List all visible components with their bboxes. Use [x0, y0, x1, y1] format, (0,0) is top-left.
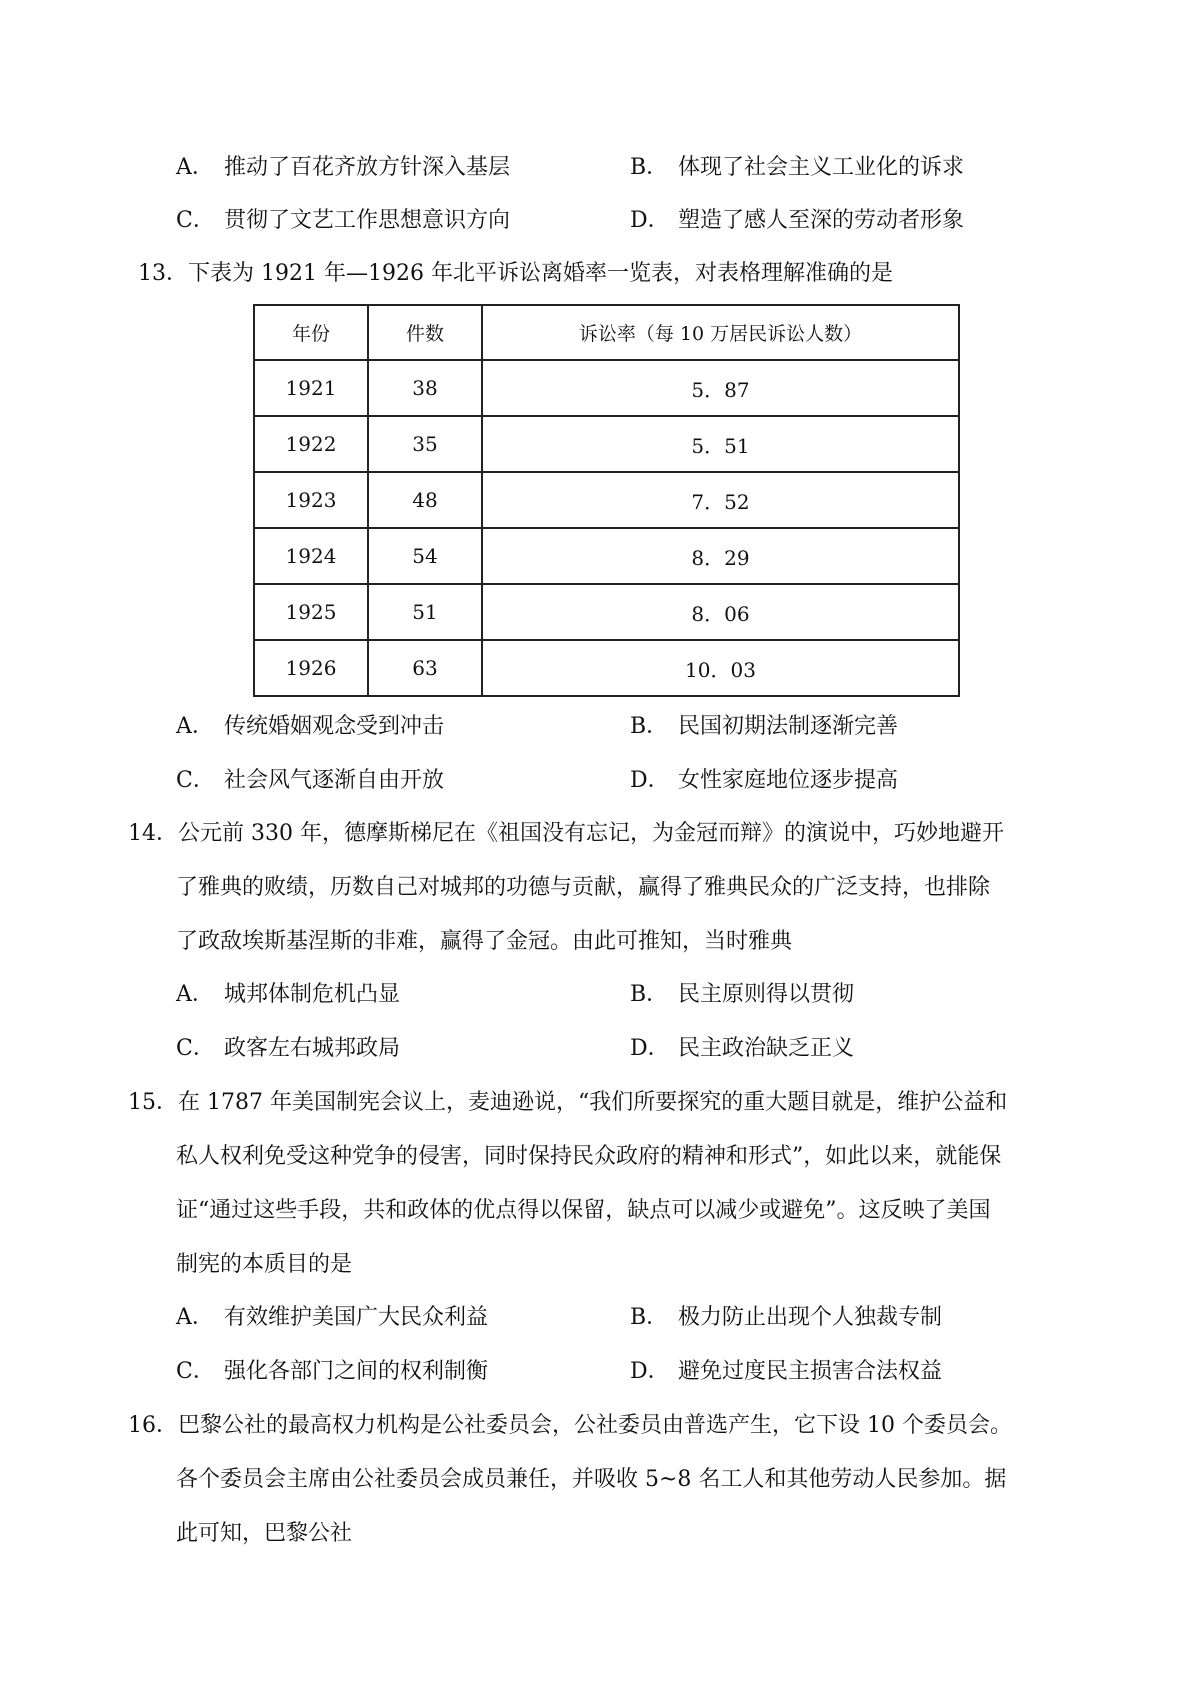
table-header-row [254, 305, 959, 360]
option-key: C． [176, 1359, 215, 1384]
cell-year: 1921 [254, 360, 368, 416]
column-header-rate: 诉讼率（每 10 万居民诉讼人数） [482, 305, 959, 360]
column-header-year: 年份 [254, 305, 368, 360]
option-key: B． [630, 714, 669, 739]
q15-option-c [176, 1357, 488, 1387]
question-text: 在 1787 年美国制宪会议上，麦迪逊说，“我们所要探究的重大题目就是，维护公益和 [178, 1090, 1008, 1115]
column-header-count: 件数 [368, 305, 482, 360]
q13-option-d [630, 766, 898, 796]
option-key: C． [176, 768, 215, 793]
cell-year: 1925 [254, 584, 368, 640]
option-text: 贯彻了文艺工作思想意识方向 [224, 208, 511, 233]
q15-option-d [630, 1357, 942, 1387]
question-text: 公元前 330 年，德摩斯梯尼在《祖国没有忘记，为金冠而辩》的演说中，巧妙地避开 [178, 821, 1004, 846]
q12-option-a [176, 153, 510, 183]
option-key: A． [176, 982, 214, 1007]
q12-option-d [630, 206, 964, 236]
table-row [254, 528, 959, 584]
question-number: 14． [128, 821, 178, 846]
q16-stem-line-1 [128, 1411, 1012, 1441]
option-key: B． [630, 1305, 669, 1330]
q15-stem-line-4: 制宪的本质目的是 [176, 1252, 353, 1277]
cell-count: 63 [368, 640, 482, 696]
question-number: 15． [128, 1090, 178, 1115]
option-key: D． [630, 1359, 670, 1384]
option-key: A． [176, 155, 214, 180]
option-text: 极力防止出现个人独裁专制 [678, 1305, 943, 1330]
q15-option-a [176, 1303, 488, 1333]
cell-count: 38 [368, 360, 482, 416]
cell-rate: 8．29 [482, 528, 959, 584]
cell-rate: 8．06 [482, 584, 959, 640]
question-text: 巴黎公社的最高权力机构是公社委员会，公社委员由普选产生，它下设 10 个委员会。 [178, 1413, 1012, 1438]
option-key: D． [630, 208, 670, 233]
q15-option-b [630, 1303, 942, 1333]
option-key: A． [176, 714, 214, 739]
option-key: A． [176, 1305, 214, 1330]
option-key: D． [630, 768, 670, 793]
option-key: B． [630, 155, 669, 180]
option-text: 强化各部门之间的权利制衡 [224, 1359, 489, 1384]
option-text: 有效维护美国广大民众利益 [224, 1305, 489, 1330]
option-text: 女性家庭地位逐步提高 [678, 768, 899, 793]
option-text: 避免过度民主损害合法权益 [678, 1359, 943, 1384]
table-row [254, 640, 959, 696]
option-text: 政客左右城邦政局 [224, 1036, 401, 1061]
option-text: 塑造了感人至深的劳动者形象 [678, 208, 965, 233]
q15-stem-line-2: 私人权利免受这种党争的侵害，同时保持民众政府的精神和形式”，如此以来，就能保 [176, 1144, 1002, 1169]
option-text: 民国初期法制逐渐完善 [678, 714, 899, 739]
q13-stem [138, 259, 893, 289]
q12-option-c [176, 206, 510, 236]
cell-year: 1923 [254, 472, 368, 528]
cell-count: 54 [368, 528, 482, 584]
q15-stem-line-3: 证“通过这些手段，共和政体的优点得以保留，缺点可以减少或避免”。这反映了美国 [176, 1198, 991, 1223]
cell-rate: 5．87 [482, 360, 959, 416]
q16-stem-line-3: 此可知，巴黎公社 [176, 1521, 353, 1546]
q16-stem-line-2: 各个委员会主席由公社委员会成员兼任，并吸收 5~8 名工人和其他劳动人民参加。据 [176, 1467, 1007, 1492]
option-text: 城邦体制危机凸显 [224, 982, 401, 1007]
option-key: B． [630, 982, 669, 1007]
question-text: 下表为 1921 年—1926 年北平诉讼离婚率一览表，对表格理解准确的是 [188, 261, 893, 286]
question-number: 16． [128, 1413, 178, 1438]
cell-year: 1926 [254, 640, 368, 696]
q14-option-d [630, 1034, 854, 1064]
q15-stem-line-1 [128, 1088, 1007, 1118]
cell-count: 48 [368, 472, 482, 528]
question-number: 13． [138, 261, 188, 286]
option-key: D． [630, 1036, 670, 1061]
divorce-rate-table [253, 304, 960, 697]
q13-option-a [176, 712, 444, 742]
option-text: 社会风气逐渐自由开放 [224, 768, 445, 793]
cell-rate: 7．52 [482, 472, 959, 528]
option-key: C． [176, 1036, 215, 1061]
q14-option-c [176, 1034, 400, 1064]
option-text: 民主政治缺乏正义 [678, 1036, 855, 1061]
q14-stem-line-2: 了雅典的败绩，历数自己对城邦的功德与贡献，赢得了雅典民众的广泛支持，也排除 [176, 875, 991, 900]
option-key: C． [176, 208, 215, 233]
q14-option-b [630, 980, 854, 1010]
cell-year: 1922 [254, 416, 368, 472]
cell-year: 1924 [254, 528, 368, 584]
option-text: 民主原则得以贯彻 [678, 982, 855, 1007]
table-row [254, 472, 959, 528]
cell-rate: 10．03 [482, 640, 959, 696]
option-text: 推动了百花齐放方针深入基层 [224, 155, 511, 180]
q13-option-c [176, 766, 444, 796]
table-row [254, 584, 959, 640]
q14-option-a [176, 980, 400, 1010]
cell-count: 35 [368, 416, 482, 472]
cell-count: 51 [368, 584, 482, 640]
q14-stem-line-3: 了政敌埃斯基涅斯的非难，赢得了金冠。由此可推知，当时雅典 [176, 929, 793, 954]
option-text: 传统婚姻观念受到冲击 [224, 714, 445, 739]
cell-rate: 5．51 [482, 416, 959, 472]
option-text: 体现了社会主义工业化的诉求 [678, 155, 965, 180]
q14-stem-line-1 [128, 819, 1004, 849]
q13-option-b [630, 712, 898, 742]
table-row [254, 416, 959, 472]
q12-option-b [630, 153, 964, 183]
table-row [254, 360, 959, 416]
